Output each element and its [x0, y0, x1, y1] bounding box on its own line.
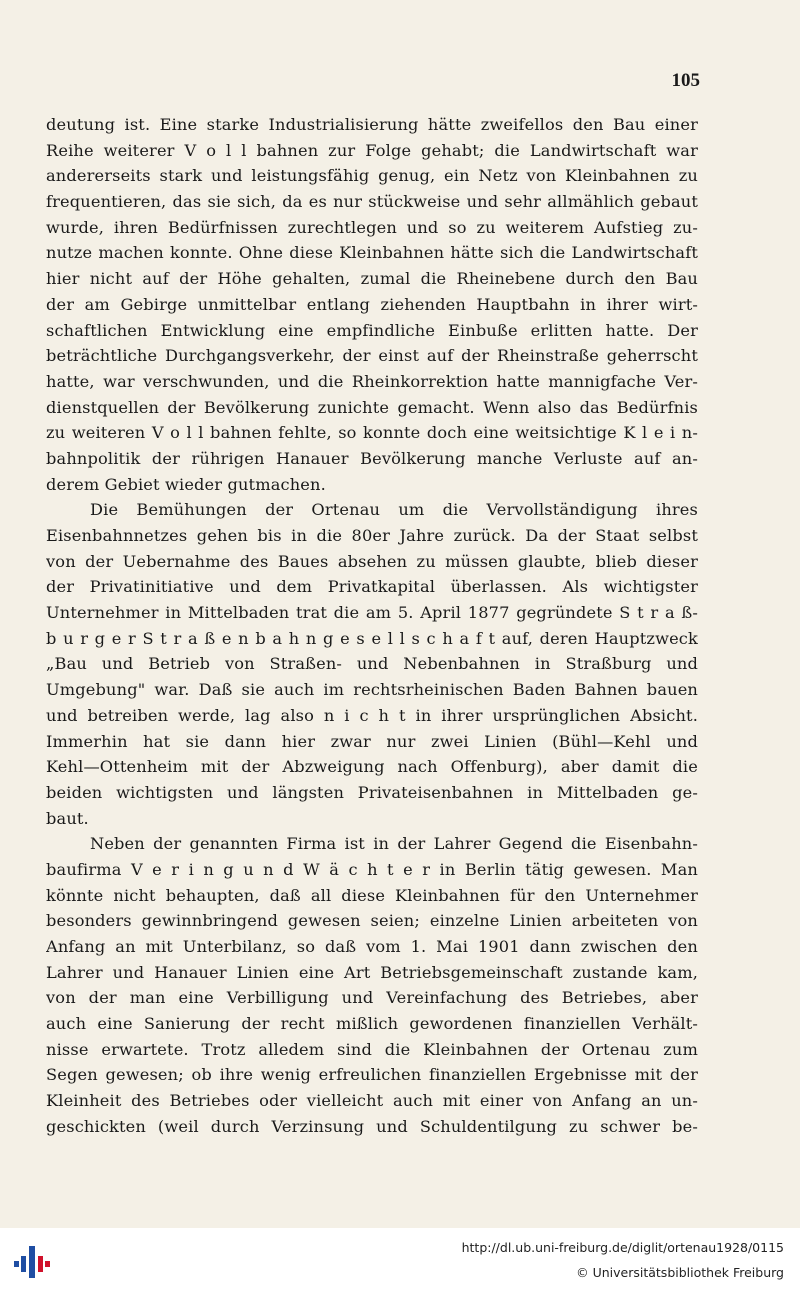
text-line: beiden wichtigsten und längsten Privateisenbahnen in Mittelbaden ge-: [46, 782, 698, 802]
text-line: von der man eine Verbilligung und Vereinfachung des Betriebes, aber: [46, 988, 698, 1008]
text-line: Lahrer und Hanauer Linien eine Art Betriebsgemeinschaft zustande kam,: [46, 962, 698, 982]
text-line: „Bau und Betrieb von Straßen- und Nebenbahnen in Straßburg und: [46, 654, 698, 674]
text-line: hier nicht auf der Höhe gehalten, zumal die Rheinebene durch den Bau: [46, 269, 698, 289]
text-line: beträchtliche Durchgangsverkehr, der einst auf der Rheinstraße geherrscht: [46, 346, 698, 366]
text-line: wurde, ihren Bedürfnissen zurechtlegen und so zu weiterem Aufstieg zu-: [46, 217, 698, 237]
text-line: frequentieren, das sie sich, da es nur stückweise und sehr allmählich gebaut: [46, 192, 698, 212]
text-line: derem Gebiet wieder gutmachen.: [46, 474, 326, 494]
text-line: Die Bemühungen der Ortenau um die Vervollständigung ihres: [90, 500, 698, 520]
text-line: nisse erwartete. Trotz alledem sind die Kleinbahnen der Ortenau zum: [46, 1039, 698, 1059]
library-logo-icon: [12, 1242, 52, 1282]
text-line: Umgebung" war. Daß sie auch im rechtsrheinischen Baden Bahnen bauen: [46, 680, 698, 700]
text-line: zu weiteren V o l l bahnen fehlte, so konnte doch eine weitsichtige K l e i n-: [46, 423, 698, 443]
digital-copy-link[interactable]: http://dl.ub.uni-freiburg.de/diglit/ortenau1928/0115: [461, 1240, 784, 1255]
text-line: deutung ist. Eine starke Industrialisierung hätte zweifellos den Bau einer: [46, 115, 698, 134]
text-line: baut.: [46, 808, 89, 828]
text-line: nutze machen konnte. Ohne diese Kleinbahnen hätte sich die Landwirtschaft: [46, 243, 698, 263]
paragraph-3: [46, 831, 698, 1139]
text-line: der Privatinitiative und dem Privatkapital überlassen. Als wichtigster: [46, 577, 698, 597]
copyright-notice: © Universitätsbibliothek Freiburg: [576, 1265, 784, 1280]
text-line: besonders gewinnbringend gewesen seien; einzelne Linien arbeiteten von: [46, 911, 698, 931]
footer-bar: [0, 1228, 800, 1291]
text-line: hatte, war verschwunden, und die Rheinkorrektion hatte mannigfache Ver-: [46, 371, 698, 391]
text-line: Neben der genannten Firma ist in der Lahrer Gegend die Eisenbahn-: [90, 834, 698, 854]
body-text: [46, 112, 698, 1140]
text-line: baufirma V e r i n g u n d W ä c h t e r in Berlin tätig gewesen. Man: [46, 859, 698, 879]
text-line: Unternehmer in Mittelbaden trat die am 5. April 1877 gegründete S t r a ß-: [46, 603, 698, 623]
text-line: geschickten (weil durch Verzinsung und Schuldentilgung zu schwer be-: [46, 1116, 698, 1136]
text-line: Immerhin hat sie dann hier zwar nur zwei Linien (Bühl—Kehl und: [46, 731, 698, 751]
text-line: dienstquellen der Bevölkerung zunichte gemacht. Wenn also das Bedürfnis: [46, 397, 698, 417]
text-line: Eisenbahnnetzes gehen bis in die 80er Jahre zurück. Da der Staat selbst: [46, 526, 698, 545]
text-line: auch eine Sanierung der recht mißlich gewordenen finanziellen Verhält-: [46, 1014, 698, 1034]
text-line: Kehl—Ottenheim mit der Abzweigung nach Offenburg), aber damit die: [46, 757, 698, 777]
text-line: schaftlichen Entwicklung eine empfindliche Einbuße erlitten hatte. Der: [46, 320, 698, 340]
paragraph-2: [46, 497, 698, 831]
text-line: andererseits stark und leistungsfähig genug, ein Netz von Kleinbahnen zu: [46, 166, 698, 186]
text-line: Segen gewesen; ob ihre wenig erfreulichen finanziellen Ergebnisse mit der: [46, 1065, 698, 1085]
text-line: Kleinheit des Betriebes oder vielleicht auch mit einer von Anfang an un-: [46, 1091, 698, 1111]
text-line: b u r g e r S t r a ß e n b a h n g e s e l l s c h a f t auf, deren Hauptzweck: [46, 628, 698, 648]
text-line: der am Gebirge unmittelbar entlang ziehenden Hauptbahn in ihrer wirt-: [46, 294, 698, 314]
text-line: und betreiben werde, lag also n i c h t in ihrer ursprünglichen Absicht.: [46, 705, 698, 725]
text-line: Reihe weiterer V o l l bahnen zur Folge gehabt; die Landwirtschaft war: [46, 140, 698, 160]
text-line: könnte nicht behaupten, daß all diese Kleinbahnen für den Unternehmer: [46, 885, 698, 905]
text-line: von der Uebernahme des Baues absehen zu müssen glaubte, blieb dieser: [46, 551, 698, 571]
text-line: bahnpolitik der rührigen Hanauer Bevölkerung manche Verluste auf an-: [46, 448, 698, 468]
paragraph-1: [46, 112, 698, 497]
page-number: 105: [671, 70, 700, 91]
text-line: Anfang an mit Unterbilanz, so daß vom 1. Mai 1901 dann zwischen den: [46, 937, 698, 956]
